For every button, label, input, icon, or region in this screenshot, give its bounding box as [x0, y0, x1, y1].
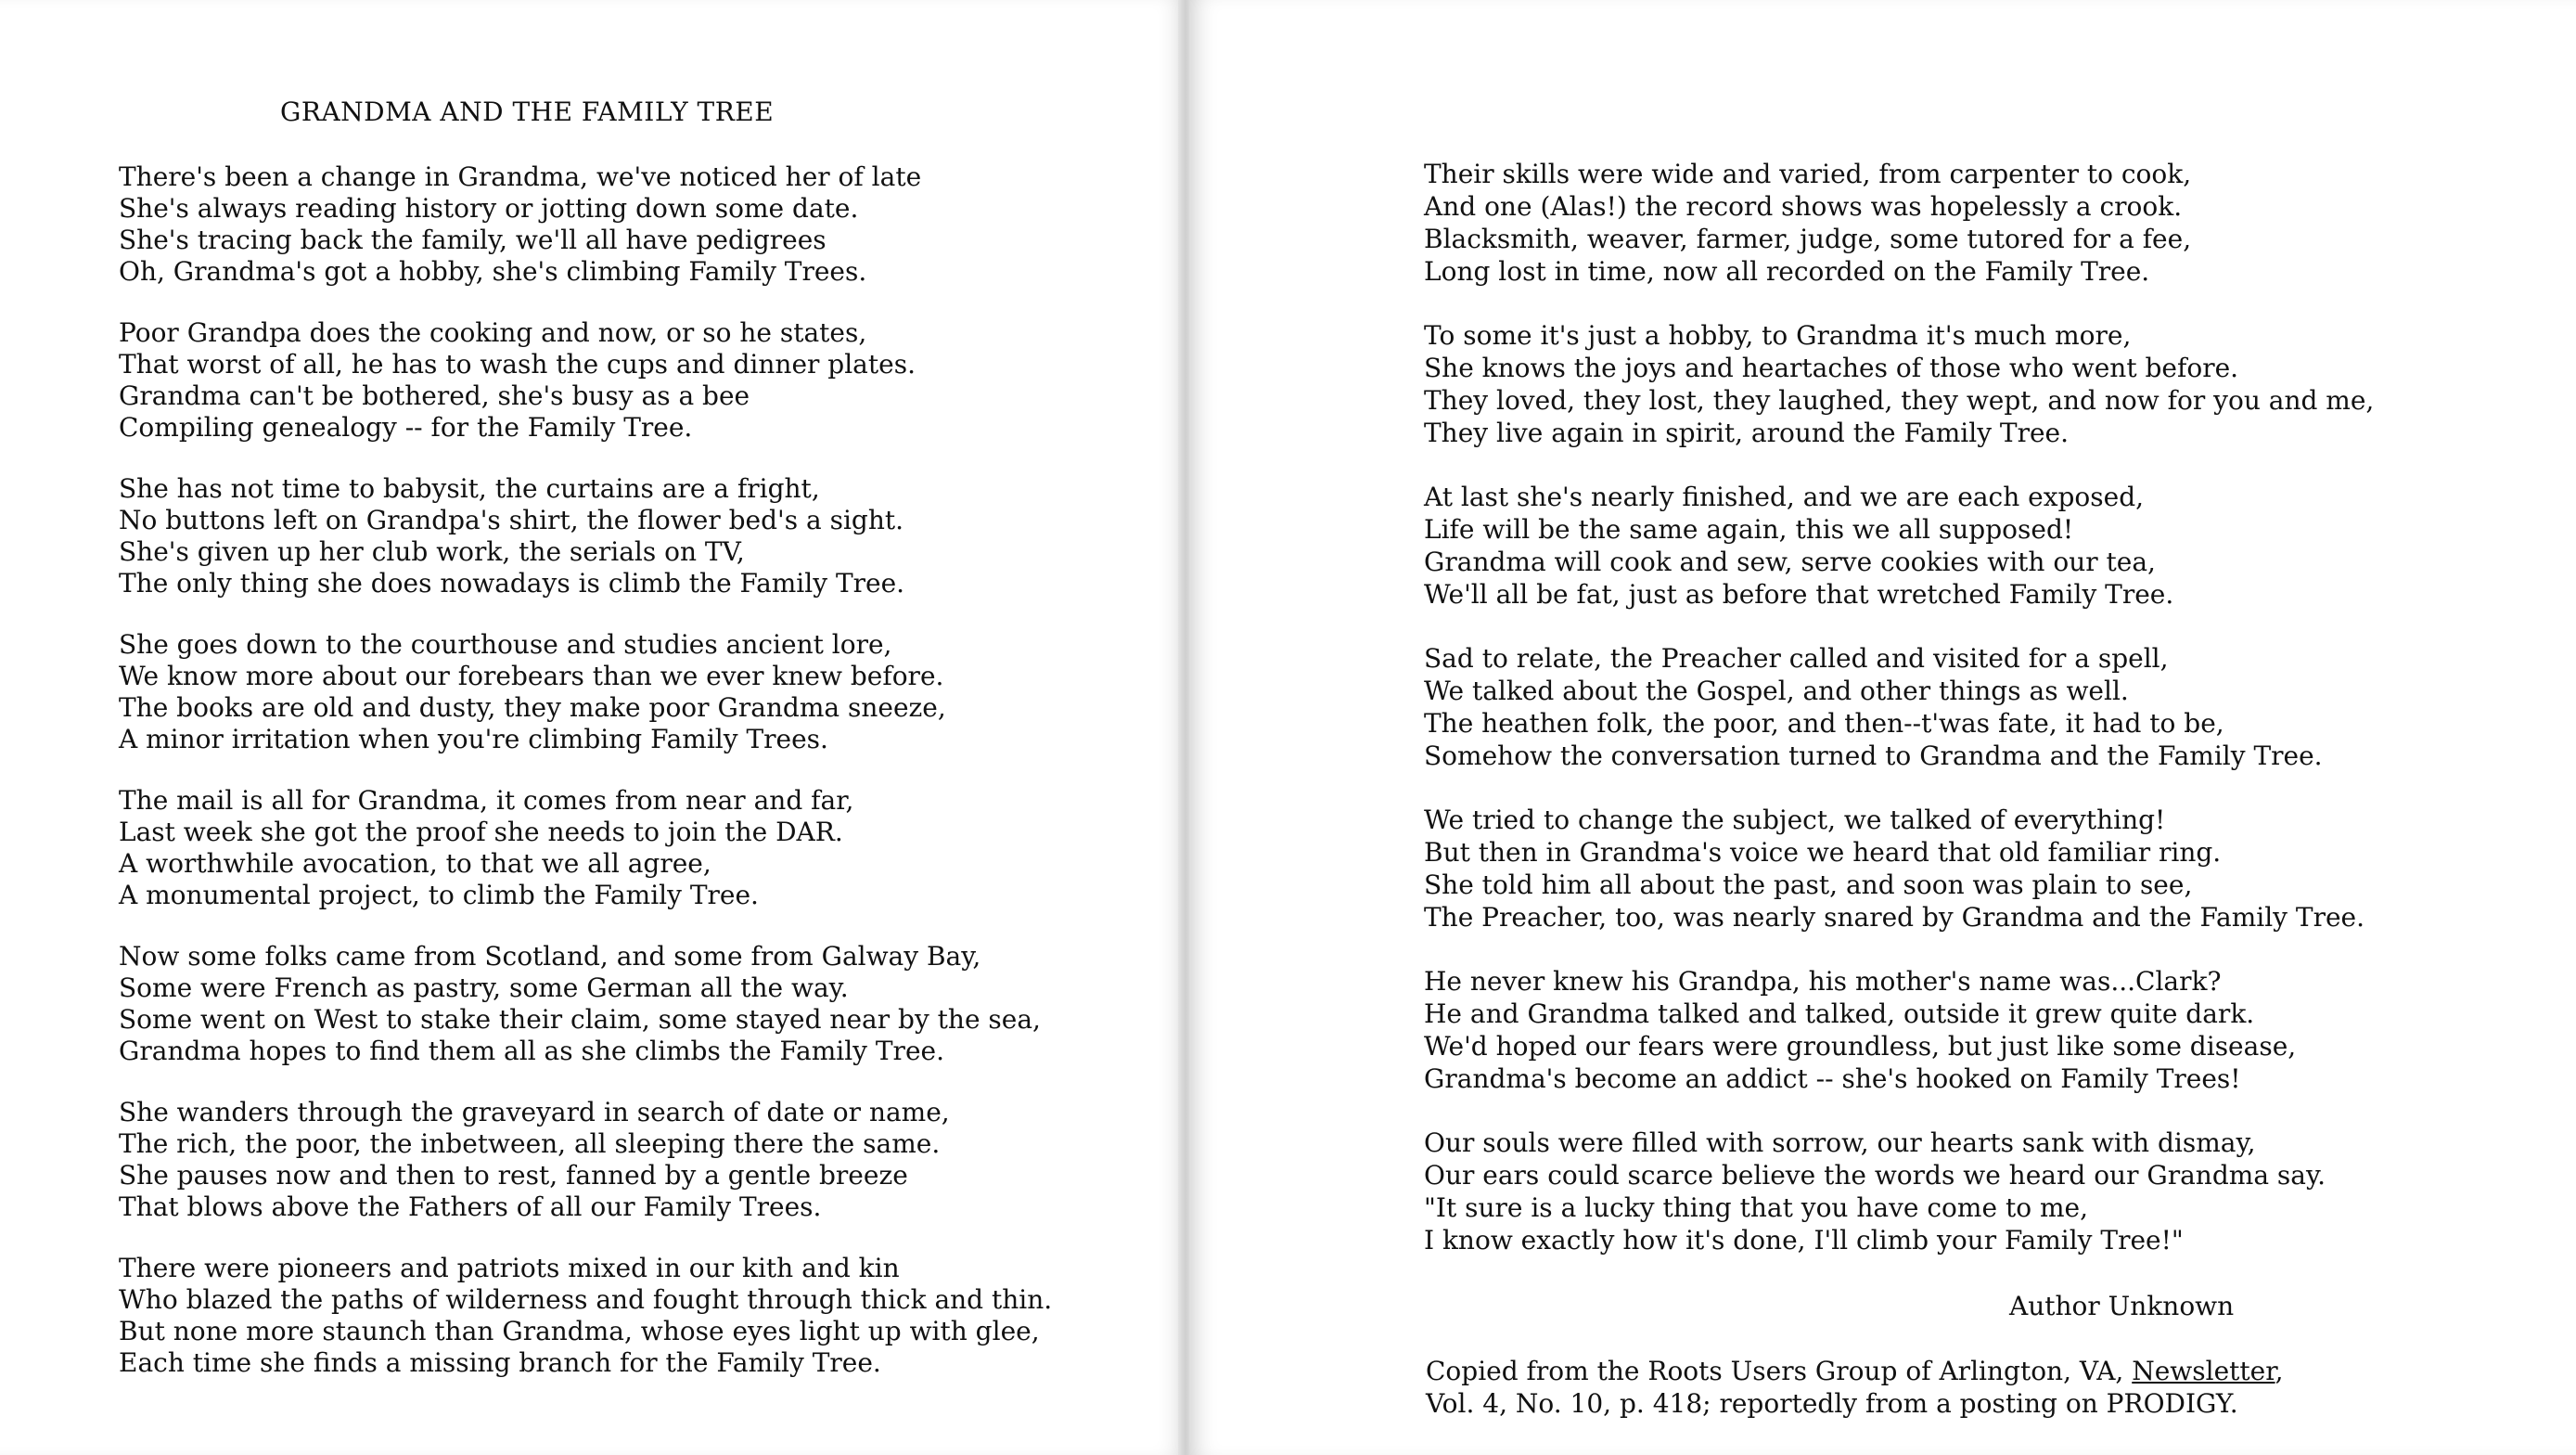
stanza	[119, 941, 1052, 1067]
poem-line: She's always reading history or jotting down some date.	[119, 193, 859, 224]
stanza	[119, 1253, 1052, 1379]
poem-line: Some went on West to stake their claim, some stayed near by the sea,	[119, 1004, 1041, 1035]
poem-line: A minor irritation when you're climbing Family Trees.	[119, 724, 828, 754]
poem-line: That blows above the Fathers of all our Family Trees.	[119, 1191, 822, 1222]
source-note	[1426, 1355, 2283, 1420]
poem-line: She told him all about the past, and soon was plain to see,	[1424, 869, 2193, 900]
poem-line: Oh, Grandma's got a hobby, she's climbing Family Trees.	[119, 256, 867, 287]
poem-line: The heathen folk, the poor, and then--t'was fate, it had to be,	[1424, 708, 2224, 739]
poem-line: I know exactly how it's done, I'll climb your Family Tree!"	[1424, 1225, 2184, 1255]
source-publication: Newsletter	[2132, 1356, 2275, 1386]
stanza	[119, 629, 1052, 755]
source-line1-suffix: ,	[2275, 1356, 2284, 1386]
stanza	[1424, 158, 2374, 288]
poem-line: She knows the joys and heartaches of those who went before.	[1424, 353, 2239, 383]
poem-line: Last week she got the proof she needs to join the DAR.	[119, 817, 843, 847]
poem-line: Each time she finds a missing branch for the Family Tree.	[119, 1347, 881, 1378]
source-line2: Vol. 4, No. 10, p. 418; reportedly from a posting on PRODIGY.	[1426, 1388, 2238, 1419]
author-credit: Author Unknown	[2009, 1291, 2235, 1321]
poem-line: The only thing she does nowadays is climb the Family Tree.	[119, 568, 905, 599]
poem-line: Some were French as pastry, some German all the way.	[119, 972, 849, 1003]
poem-line: Grandma can't be bothered, she's busy as a bee	[119, 380, 750, 411]
poem-line: He never knew his Grandpa, his mother's name was...Clark?	[1424, 966, 2222, 997]
poem-line: Who blazed the paths of wilderness and fought through thick and thin.	[119, 1284, 1053, 1315]
stanza	[119, 785, 1052, 911]
poem-line: She's tracing back the family, we'll all have pedigrees	[119, 225, 827, 255]
poem-line: They live again in spirit, around the Family Tree.	[1424, 418, 2070, 448]
left-stanzas	[119, 161, 1052, 1409]
poem-line: Grandma hopes to find them all as she climbs the Family Tree.	[119, 1036, 944, 1066]
poem-line: But none more staunch than Grandma, whose eyes light up with glee,	[119, 1316, 1040, 1346]
poem-line: "It sure is a lucky thing that you have come to me,	[1424, 1192, 2088, 1223]
poem-line: The Preacher, too, was nearly snared by Grandma and the Family Tree.	[1424, 902, 2365, 933]
right-page	[1189, 0, 2576, 1455]
poem-line: Blacksmith, weaver, farmer, judge, some tutored for a fee,	[1424, 224, 2192, 254]
poem-line: To some it's just a hobby, to Grandma it's much more,	[1424, 320, 2132, 351]
stanza	[1424, 965, 2374, 1095]
poem-line: Sad to relate, the Preacher called and visited for a spell,	[1424, 643, 2169, 674]
stanza	[119, 473, 1052, 599]
poem-line: They loved, they lost, they laughed, they wept, and now for you and me,	[1424, 385, 2375, 416]
poem-line: Compiling genealogy -- for the Family Tree.	[119, 412, 693, 443]
poem-line: Grandma's become an addict -- she's hooked on Family Trees!	[1424, 1063, 2241, 1094]
poem-line: There's been a change in Grandma, we've noticed her of late	[119, 161, 922, 192]
poem-line: A monumental project, to climb the Family Tree.	[119, 880, 759, 910]
poem-line: There were pioneers and patriots mixed in our kith and kin	[119, 1253, 900, 1283]
stanza	[1424, 319, 2374, 449]
poem-line: Life will be the same again, this we all supposed!	[1424, 514, 2074, 545]
right-stanzas	[1424, 158, 2374, 1288]
poem-line: We know more about our forebears than we ever knew before.	[119, 661, 944, 691]
poem-line: Long lost in time, now all recorded on the Family Tree.	[1424, 256, 2150, 287]
stanza	[1424, 1127, 2374, 1256]
poem-title: GRANDMA AND THE FAMILY TREE	[280, 97, 775, 127]
poem-line: She's given up her club work, the serials on TV,	[119, 536, 745, 567]
poem-line: Their skills were wide and varied, from carpenter to cook,	[1424, 159, 2192, 189]
stanza	[119, 1097, 1052, 1223]
poem-line: Poor Grandpa does the cooking and now, or so he states,	[119, 317, 867, 348]
source-line1-prefix: Copied from the Roots Users Group of Arlington, VA,	[1426, 1356, 2133, 1386]
poem-line: That worst of all, he has to wash the cups and dinner plates.	[119, 349, 916, 380]
poem-line: And one (Alas!) the record shows was hopelessly a crook.	[1424, 191, 2183, 222]
poem-line: She goes down to the courthouse and studies ancient lore,	[119, 629, 892, 660]
poem-line: We'll all be fat, just as before that wretched Family Tree.	[1424, 579, 2174, 610]
poem-line: No buttons left on Grandpa's shirt, the flower bed's a sight.	[119, 505, 904, 535]
stanza	[119, 317, 1052, 444]
stanza	[1424, 804, 2374, 934]
poem-line: She has not time to babysit, the curtains are a fright,	[119, 473, 820, 504]
poem-line: We tried to change the subject, we talked of everything!	[1424, 805, 2166, 835]
poem-line: The books are old and dusty, they make poor Grandma sneeze,	[119, 692, 946, 723]
stanza	[1424, 642, 2374, 772]
poem-line: Our souls were filled with sorrow, our hearts sank with dismay,	[1424, 1127, 2256, 1158]
poem-line: But then in Grandma's voice we heard that old familiar ring.	[1424, 837, 2222, 868]
poem-line: A worthwhile avocation, to that we all agree,	[119, 848, 711, 879]
poem-line: We'd hoped our fears were groundless, but just like some disease,	[1424, 1031, 2297, 1062]
poem-line: Somehow the conversation turned to Grandma and the Family Tree.	[1424, 740, 2323, 771]
poem-line: Now some folks came from Scotland, and some from Galway Bay,	[119, 941, 981, 972]
poem-line: He and Grandma talked and talked, outside it grew quite dark.	[1424, 998, 2255, 1029]
stanza	[1424, 481, 2374, 611]
left-page	[0, 0, 1184, 1455]
poem-line: At last she's nearly finished, and we are each exposed,	[1424, 482, 2145, 512]
poem-line: Grandma will cook and sew, serve cookies with our tea,	[1424, 547, 2156, 577]
poem-line: She pauses now and then to rest, fanned by a gentle breeze	[119, 1160, 908, 1191]
poem-line: The mail is all for Grandma, it comes from near and far,	[119, 785, 854, 816]
stanza	[119, 161, 1052, 288]
poem-line: Our ears could scarce believe the words we heard our Grandma say.	[1424, 1160, 2326, 1191]
poem-line: We talked about the Gospel, and other things as well.	[1424, 676, 2129, 706]
poem-line: The rich, the poor, the inbetween, all sleeping there the same.	[119, 1128, 941, 1159]
poem-line: She wanders through the graveyard in search of date or name,	[119, 1097, 950, 1127]
